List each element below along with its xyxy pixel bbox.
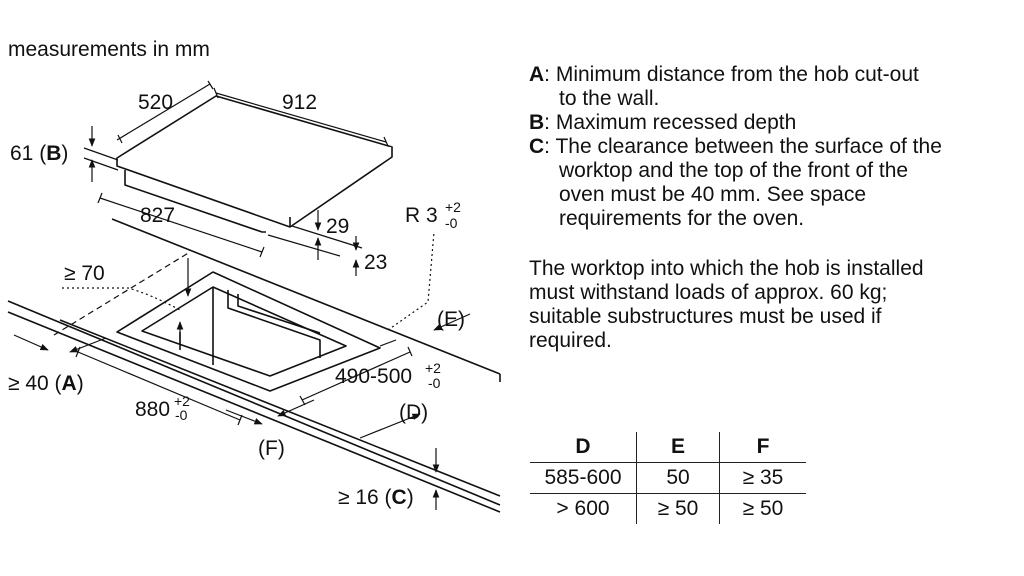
svg-text:-0: -0 bbox=[445, 215, 458, 231]
table-header-row bbox=[530, 432, 806, 463]
svg-text:-0: -0 bbox=[175, 407, 188, 423]
svg-text:+2: +2 bbox=[174, 393, 190, 409]
svg-text:490-500: 490-500 bbox=[335, 365, 413, 388]
table-row bbox=[530, 463, 806, 494]
e-label: (E) bbox=[437, 308, 465, 331]
table-cell: ≥ 35 bbox=[720, 463, 807, 494]
radius-label bbox=[405, 199, 461, 231]
dim-880-label bbox=[135, 393, 190, 423]
table-header-d: D bbox=[575, 435, 591, 458]
legend-item-a: A: Minimum distance from the hob cut-out to the wall. bbox=[529, 63, 919, 110]
svg-text:-0: -0 bbox=[428, 375, 441, 391]
dim-23-label: 23 bbox=[364, 251, 388, 274]
dim-912-label: 912 bbox=[282, 91, 318, 114]
guide-lines bbox=[54, 232, 434, 335]
dim-70-label: ≥ 70 bbox=[64, 262, 105, 285]
measurements-title: measurements in mm bbox=[8, 38, 210, 61]
table-cell: ≥ 50 bbox=[720, 494, 807, 525]
legend-item-c: C: The clearance between the surface of the worktop and the top of the front of the oven must be 40 mm. See space requirements for the oven. bbox=[529, 135, 942, 230]
dim-29-label: 29 bbox=[326, 215, 350, 238]
dim-40a-label: ≥ 40 (A) bbox=[8, 372, 84, 395]
table-cell: ≥ 50 bbox=[637, 494, 720, 525]
load-note-paragraph: The worktop into which the hob is installed must withstand loads of approx. 60 kg; suitable substructures must be used if required. bbox=[529, 257, 924, 352]
legend-item-b: B: Maximum recessed depth bbox=[529, 111, 797, 134]
table-cell: > 600 bbox=[530, 494, 637, 525]
svg-text:+2: +2 bbox=[445, 199, 461, 215]
dim-16c-label: ≥ 16 (C) bbox=[338, 486, 414, 509]
dim-827-label: 827 bbox=[140, 204, 176, 227]
f-label: (F) bbox=[258, 437, 285, 460]
dim-490-500-label bbox=[335, 360, 441, 391]
table-header-f: F bbox=[720, 432, 807, 463]
svg-text:+2: +2 bbox=[425, 360, 441, 376]
dim-61b-label: 61 (B) bbox=[10, 142, 69, 165]
dim-520-label: 520 bbox=[138, 91, 174, 114]
table-row bbox=[530, 494, 806, 525]
table-cell: 50 bbox=[637, 463, 720, 494]
svg-text:R 3: R 3 bbox=[405, 204, 438, 227]
table-header-e: E bbox=[637, 432, 720, 463]
svg-text:880: 880 bbox=[135, 398, 171, 421]
dimension-table bbox=[530, 432, 806, 524]
d-label: (D) bbox=[399, 401, 429, 424]
table-cell: 585-600 bbox=[530, 463, 637, 494]
